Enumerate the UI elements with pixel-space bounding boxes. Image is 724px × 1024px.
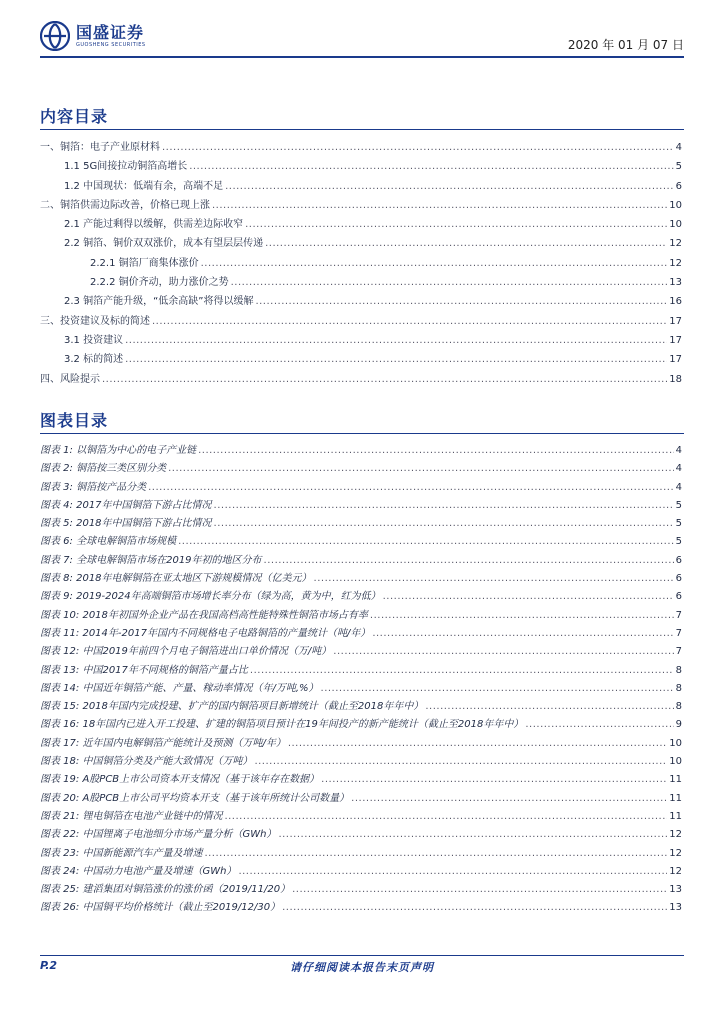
toc-entry[interactable] [40, 138, 682, 157]
figure-entry[interactable] [40, 624, 682, 642]
figure-leader-dots [238, 866, 667, 877]
toc-entry[interactable] [40, 370, 682, 389]
figure-leader-dots [370, 610, 674, 621]
contents-title-divider [40, 129, 684, 130]
toc-entry-label: 三、投资建议及标的简述 [40, 315, 150, 327]
page-header [40, 14, 684, 54]
figure-entry-page: 6 [675, 573, 682, 585]
figure-leader-dots [372, 628, 673, 639]
figure-entry[interactable] [40, 898, 682, 916]
figure-entry-page: 11 [669, 774, 682, 786]
toc-entry[interactable] [40, 215, 682, 234]
figure-leader-dots [198, 445, 674, 456]
figure-entry-page: 7 [675, 609, 682, 621]
toc-entry-label: 1.2 中国现状：低端有余，高端不足 [64, 180, 224, 192]
figure-entry[interactable] [40, 661, 682, 679]
toc-entry-label: 3.1 投资建议 [64, 334, 124, 346]
figure-entry[interactable] [40, 844, 682, 862]
figure-entry[interactable] [40, 862, 682, 880]
toc-entry-page: 13 [669, 277, 682, 289]
figure-entry-page: 7 [675, 627, 682, 639]
figure-entry-label: 图表 21: 锂电铜箔在电池产业链中的情况 [40, 810, 223, 822]
figure-entry-page: 13 [669, 902, 682, 914]
toc-leader-dots [125, 335, 667, 346]
figure-entry[interactable] [40, 715, 682, 733]
toc-entry-label: 四、风险提示 [40, 373, 100, 385]
figure-entry-page: 12 [669, 865, 682, 877]
toc-entry-page: 18 [669, 373, 682, 385]
figure-entry[interactable] [40, 532, 682, 550]
brand-logo [40, 18, 146, 54]
brand-logo-icon [40, 21, 70, 51]
footer-divider [40, 955, 684, 956]
figure-leader-dots [148, 482, 674, 493]
figure-entry-page: 4 [675, 445, 682, 456]
toc-entry[interactable] [40, 234, 682, 253]
toc-leader-dots [212, 200, 667, 211]
figure-entry-label: 图表 3: 铜箔按产品分类 [40, 481, 147, 493]
figure-entry-label: 图表 25: 建滔集团对铜箔涨价的涨价函（2019/11/20） [40, 884, 291, 896]
figure-entry[interactable] [40, 789, 682, 807]
toc-leader-dots [125, 354, 667, 365]
toc-entry[interactable] [40, 254, 682, 273]
figure-leader-dots [288, 738, 667, 749]
figure-entry-label: 图表 10: 2018年初国外企业产品在我国高档高性能特殊性铜箔市场占有率 [40, 609, 368, 621]
figure-entry-label: 图表 7: 全球电解铜箔市场在2019年初的地区分布 [40, 554, 262, 566]
toc-entry[interactable] [40, 196, 682, 215]
figure-entry[interactable] [40, 697, 682, 715]
toc-entry-page: 12 [669, 238, 682, 250]
figure-leader-dots [278, 829, 667, 840]
toc-leader-dots [231, 277, 668, 288]
toc-leader-dots [265, 238, 667, 249]
figure-entry-label: 图表 9: 2019-2024年高端铜箔市场增长率分布（绿为高，黄为中，红为低） [40, 591, 381, 603]
figure-leader-dots [351, 793, 667, 804]
toc-entry[interactable] [40, 177, 682, 196]
figure-entry-label: 图表 16: 18年国内已进入开工投建、扩建的铜箔项目预计在19年间投产的新产能统计（截止至2018年年中） [40, 719, 524, 731]
toc-entry[interactable] [40, 273, 682, 292]
figure-entry-page: 10 [669, 756, 682, 768]
figure-entry-label: 图表 2: 铜箔按三类区别分类 [40, 463, 167, 475]
toc-entry[interactable] [40, 350, 682, 369]
figure-entry-page: 10 [669, 737, 682, 749]
figure-leader-dots [254, 756, 667, 767]
figure-entry-page: 6 [675, 554, 682, 566]
toc-entry-label: 2.2.1 铜箔厂商集体涨价 [90, 257, 199, 269]
toc-entry-page: 17 [669, 315, 682, 327]
figure-leader-dots [321, 774, 667, 785]
figures-title: 图表目录 [40, 411, 109, 430]
figure-entry-page: 13 [669, 884, 682, 896]
figure-leader-dots [214, 518, 674, 529]
figure-entry-page: 5 [675, 518, 682, 530]
figure-leader-dots [264, 555, 674, 566]
figure-entry-label: 图表 22: 中国锂离子电池细分市场产量分析（GWh） [40, 829, 277, 841]
figure-entry-page: 9 [675, 719, 682, 731]
figure-entry[interactable] [40, 770, 682, 788]
toc-leader-dots [255, 296, 667, 307]
figure-entry[interactable] [40, 880, 682, 898]
brand-name-cn: 国盛证券 [76, 22, 145, 42]
figure-entry-label: 图表 17: 近年国内电解铜箔产能统计及预测（万吨/年） [40, 737, 286, 749]
figure-entry-label: 图表 26: 中国铜平均价格统计（截止至2019/12/30） [40, 902, 281, 914]
figure-leader-dots [204, 848, 667, 859]
figure-entry-label: 图表 14: 中国近年铜箔产能、产量、稼动率情况（年/万吨,%） [40, 682, 319, 694]
toc-entry-page: 16 [669, 296, 682, 308]
figure-entry-page: 7 [675, 646, 682, 658]
figure-entry-page: 4 [675, 481, 682, 493]
toc-entry-page: 4 [675, 142, 682, 153]
figure-leader-dots [214, 500, 674, 511]
figure-entry-page: 4 [675, 463, 682, 475]
figure-entry[interactable] [40, 679, 682, 697]
toc-leader-dots [245, 219, 667, 230]
header-divider [40, 56, 684, 58]
figure-entry-label: 图表 8: 2018年电解铜箔在亚太地区下游规模情况（亿美元） [40, 573, 312, 585]
toc-entry-page: 17 [669, 334, 682, 346]
figure-entry-label: 图表 13: 中国2017年不同规格的铜箔产量占比 [40, 664, 248, 676]
toc-entry-label: 3.2 标的简述 [64, 354, 124, 366]
toc-entry[interactable] [40, 331, 682, 350]
figure-entry[interactable] [40, 642, 682, 660]
figure-entry[interactable] [40, 587, 682, 605]
figure-leader-dots [178, 536, 674, 547]
figure-leader-dots [168, 463, 674, 474]
figure-entry[interactable] [40, 734, 682, 752]
figure-leader-dots [321, 683, 674, 694]
toc-entry-page: 12 [669, 257, 682, 269]
figure-leader-dots [224, 811, 667, 822]
toc-entry-page: 6 [675, 180, 682, 192]
figure-leader-dots [333, 646, 673, 657]
figure-entry-page: 12 [669, 829, 682, 841]
figure-entry-label: 图表 24: 中国动力电池产量及增速（GWh） [40, 865, 237, 877]
figure-entry[interactable] [40, 459, 682, 477]
figure-entry[interactable] [40, 752, 682, 770]
figure-entry-label: 图表 1: 以铜箔为中心的电子产业链 [40, 445, 197, 456]
figure-entry-page: 8 [675, 664, 682, 676]
report-date: 2020 年 01 月 07 日 [567, 38, 684, 52]
figure-entry-label: 图表 20: A股PCB上市公司平均资本开支（基于该年所统计公司数量） [40, 792, 350, 804]
brand-name-en: GUOSHENG SECURITIES [76, 41, 146, 48]
figure-leader-dots [425, 701, 673, 712]
footer-disclaimer: 请仔细阅读本报告末页声明 [290, 961, 434, 974]
figure-entry-page: 5 [675, 499, 682, 511]
figure-entry-page: 11 [669, 810, 682, 822]
figure-entry-label: 图表 4: 2017年中国铜箔下游占比情况 [40, 499, 212, 511]
figure-entry[interactable] [40, 496, 682, 514]
figure-entry[interactable] [40, 825, 682, 843]
toc-leader-dots [102, 374, 667, 385]
figure-leader-dots [314, 573, 674, 584]
toc-entry[interactable] [40, 292, 682, 311]
figure-entry-label: 图表 19: A股PCB上市公司资本开支情况（基于该年存在数据） [40, 774, 320, 786]
toc-leader-dots [152, 316, 667, 327]
toc-entry-label: 2.1 产能过剩得以缓解，供需差边际收窄 [64, 219, 244, 231]
toc-entry-label: 2.2.2 铜价齐动，助力涨价之势 [90, 277, 229, 289]
figure-leader-dots [292, 884, 667, 895]
figure-entry-page: 11 [669, 792, 682, 804]
figure-entry-label: 图表 12: 中国2019年前四个月电子铜箔进出口单价情况（万/吨） [40, 646, 332, 658]
toc-entry-label: 二、铜箔供需边际改善，价格已现上涨 [40, 199, 210, 211]
toc-entry-page: 10 [669, 199, 682, 211]
toc-entry[interactable] [40, 157, 682, 176]
figure-entry-label: 图表 6: 全球电解铜箔市场规模 [40, 536, 177, 548]
figure-entry-label: 图表 11: 2014年-2017年国内不同规格电子电路铜箔的产量统计（吨/年） [40, 627, 371, 639]
toc-entry-page: 10 [669, 219, 682, 231]
figures-title-divider [40, 433, 684, 434]
figure-entry[interactable] [40, 569, 682, 587]
figure-leader-dots [282, 902, 667, 913]
contents-title: 内容目录 [40, 107, 109, 126]
figure-entry-page: 5 [675, 536, 682, 548]
figure-entry-label: 图表 15: 2018年国内完成投建、扩产的国内铜箔项目新增统计（截止至2018年年中） [40, 701, 424, 713]
figure-entry[interactable] [40, 606, 682, 624]
figure-entry[interactable] [40, 551, 682, 569]
figure-leader-dots [383, 591, 674, 602]
toc-leader-dots [162, 142, 674, 153]
toc-entry-label: 2.3 铜箔产能升级，“低余高缺”将得以缓解 [64, 296, 254, 308]
table-of-contents [40, 138, 682, 389]
figure-entry[interactable] [40, 441, 682, 459]
toc-leader-dots [201, 258, 668, 269]
figure-entry-label: 图表 18: 中国铜箔分类及产能大致情况（万吨） [40, 756, 253, 768]
figure-entry-label: 图表 5: 2018年中国铜箔下游占比情况 [40, 518, 212, 530]
figure-entry-page: 8 [675, 682, 682, 694]
toc-entry-label: 2.2 铜箔、铜价双双涨价，成本有望层层传递 [64, 238, 264, 250]
figure-entry-page: 6 [675, 591, 682, 603]
page-number: P.2 [40, 959, 58, 972]
toc-entry-page: 17 [669, 354, 682, 366]
toc-entry-label: 一、铜箔：电子产业原材料 [40, 142, 160, 153]
figure-entry-label: 图表 23: 中国新能源汽车产量及增速 [40, 847, 203, 859]
toc-entry[interactable] [40, 312, 682, 331]
toc-leader-dots [225, 181, 674, 192]
toc-entry-page: 5 [675, 161, 682, 173]
toc-entry-label: 1.1 5G间接拉动铜箔高增长 [64, 161, 188, 173]
figure-entry[interactable] [40, 514, 682, 532]
figure-leader-dots [525, 719, 673, 730]
list-of-figures [40, 441, 682, 917]
figure-entry-page: 8 [675, 701, 682, 713]
figure-entry[interactable] [40, 807, 682, 825]
toc-leader-dots [189, 161, 673, 172]
figure-entry[interactable] [40, 478, 682, 496]
figure-leader-dots [250, 665, 674, 676]
figure-entry-page: 12 [669, 847, 682, 859]
